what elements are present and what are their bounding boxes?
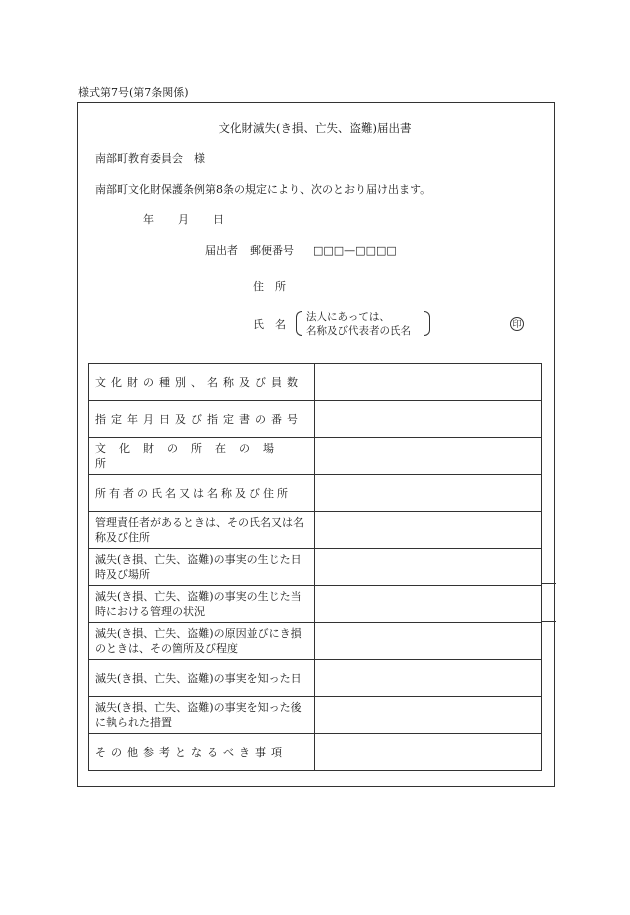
row-value[interactable]	[315, 586, 542, 623]
row-label: 滅失(き損、亡失、盗難)の原因並びにき損のときは、その箇所及び程度	[89, 623, 315, 660]
table-row	[89, 697, 542, 734]
body-text: 南部町文化財保護条例第8条の規定により、次のとおり届け出ます。	[95, 183, 432, 196]
row-value[interactable]	[315, 475, 542, 512]
table-row	[89, 364, 542, 401]
right-bracket	[424, 311, 430, 336]
table-row	[89, 512, 542, 549]
table-row	[89, 401, 542, 438]
left-bracket	[296, 311, 302, 336]
row-label: 滅失(き損、亡失、盗難)の事実の生じた日時及び場所	[89, 549, 315, 586]
row-value[interactable]	[315, 660, 542, 697]
row-divider-tick	[541, 621, 556, 622]
table-row	[89, 660, 542, 697]
row-label: その他参考となるべき事項	[89, 734, 315, 771]
table-row	[89, 438, 542, 475]
corporation-note	[296, 311, 430, 338]
row-value[interactable]	[315, 697, 542, 734]
date-day-label: 日	[213, 213, 224, 226]
row-label: 文化財の種別、名称及び員数	[89, 364, 315, 401]
row-label: 指定年月日及び指定書の番号	[89, 401, 315, 438]
row-value[interactable]	[315, 438, 542, 475]
date-year-label: 年	[143, 213, 154, 226]
postal-code-label: 郵便番号	[250, 244, 294, 257]
corporation-note-line-1: 法人にあっては、	[306, 311, 390, 323]
row-value[interactable]	[315, 549, 542, 586]
address-label: 住 所	[253, 280, 286, 293]
row-label: 滅失(き損、亡失、盗難)の事実を知った後に執られた措置	[89, 697, 315, 734]
row-label: 所有者の氏名又は名称及び住所	[89, 475, 315, 512]
row-value[interactable]	[315, 401, 542, 438]
date-month-label: 月	[178, 213, 189, 226]
corporation-note-line-2: 名称及び代表者の氏名	[306, 325, 411, 337]
seal-mark: 印	[510, 317, 524, 331]
table-row	[89, 586, 542, 623]
notifier-label: 届出者	[205, 244, 238, 257]
row-value[interactable]	[315, 364, 542, 401]
row-label: 管理責任者があるときは、その氏名又は名称及び住所	[89, 512, 315, 549]
row-label: 滅失(き損、亡失、盗難)の事実を知った日	[89, 660, 315, 697]
row-divider-tick	[541, 583, 556, 584]
document-title: 文化財滅失(き損、亡失、盗難)届出書	[218, 121, 412, 135]
postal-code-boxes: □□□—□□□□	[313, 244, 397, 257]
row-value[interactable]	[315, 512, 542, 549]
details-table	[88, 363, 542, 771]
name-label: 氏 名	[253, 318, 286, 331]
addressee: 南部町教育委員会 様	[95, 152, 205, 165]
form-number: 様式第7号(第7条関係)	[78, 86, 189, 99]
table-row	[89, 734, 542, 771]
table-row	[89, 623, 542, 660]
table-row	[89, 475, 542, 512]
row-value[interactable]	[315, 623, 542, 660]
table-row	[89, 549, 542, 586]
row-value[interactable]	[315, 734, 542, 771]
row-label: 滅失(き損、亡失、盗難)の事実の生じた当時における管理の状況	[89, 586, 315, 623]
row-label: 文化財の所在の場所	[89, 438, 315, 475]
